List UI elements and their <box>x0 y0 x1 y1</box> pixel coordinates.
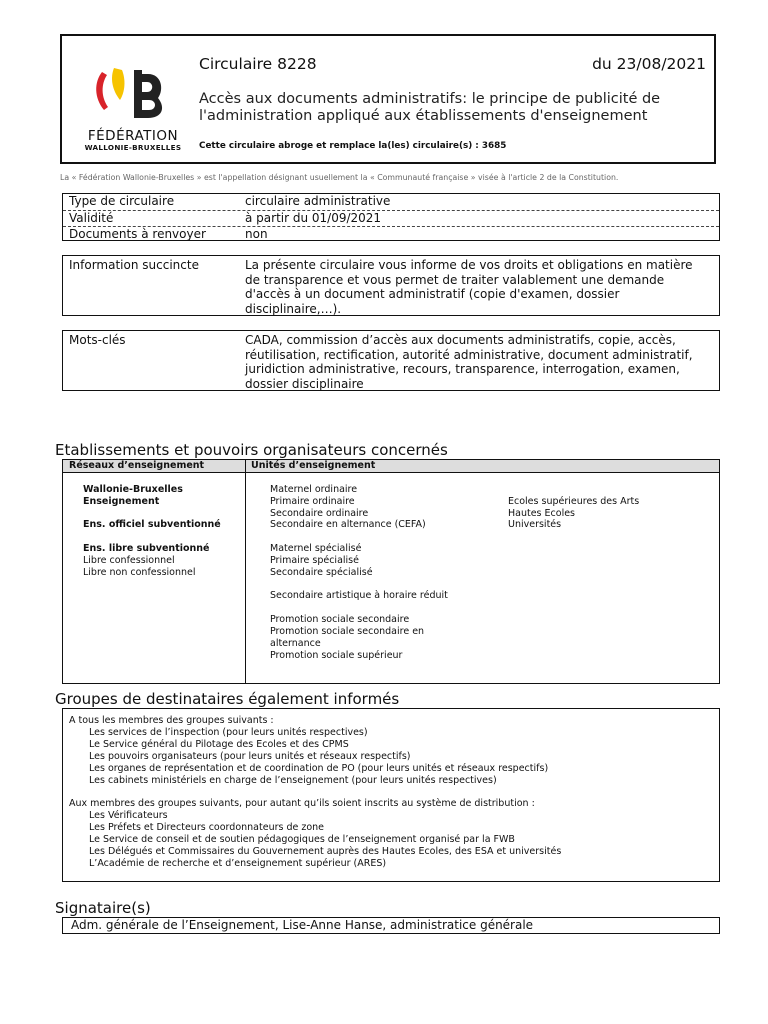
list-item: Les services de l’inspection (pour leurs unités respectives) <box>89 727 368 738</box>
info-succincte-table <box>62 255 720 316</box>
section-title-groupes: Groupes de destinataires également informés <box>55 690 400 708</box>
list-item: Les Préfets et Directeurs coordonnateurs de zone <box>89 822 325 833</box>
unite-item: Promotion sociale secondaire en <box>270 626 425 637</box>
federation-logo-icon <box>92 64 172 124</box>
unite-item: Primaire ordinaire <box>270 496 355 507</box>
groupes-intro: Aux membres des groupes suivants, pour autant qu’ils soient inscrits au système de distribution : <box>69 798 535 809</box>
table-header <box>63 460 719 473</box>
info-value: La présente circulaire vous informe de vos droits et obligations en matière de transparence et vous permet de traiter valablement une demande d'accès à un document administratif (copie d'examen, dossier disciplinaire,…). <box>245 258 693 316</box>
unite-item: Primaire spécialisé <box>270 555 359 566</box>
superieur-item: Universités <box>508 519 562 530</box>
signataire-value: Adm. générale de l’Enseignement, Lise-Anne Hanse, administratice générale <box>62 917 720 934</box>
table-row <box>63 211 719 228</box>
col-unites-header: Unités d’enseignement <box>251 460 376 471</box>
unite-item: Secondaire en alternance (CEFA) <box>270 519 426 530</box>
info-key: Information succincte <box>69 258 199 272</box>
circulaire-number: Circulaire 8228 <box>199 55 317 73</box>
column-divider <box>245 460 246 683</box>
list-item: Les pouvoirs organisateurs (pour leurs unités et réseaux respectifs) <box>89 751 411 762</box>
unite-item: Secondaire artistique à horaire réduit <box>270 590 448 601</box>
list-item: Les cabinets ministériels en charge de l’enseignement (pour leurs unités respectives) <box>89 775 497 786</box>
unite-item: Secondaire ordinaire <box>270 508 369 519</box>
table-row <box>63 194 719 211</box>
list-item: Les Délégués et Commissaires du Gouvernement auprès des Hautes Ecoles, des ESA et universités <box>89 846 562 857</box>
meta-value: non <box>245 227 268 241</box>
logo-federation-text: FÉDÉRATION <box>87 128 179 144</box>
section-title-etablissements: Etablissements et pouvoirs organisateurs concernés <box>55 441 448 459</box>
list-item: L’Académie de recherche et d’enseignement supérieur (ARES) <box>89 858 387 869</box>
section-title-signataire: Signataire(s) <box>55 899 151 917</box>
reseau-libre-non-confessionnel: Libre non confessionnel <box>83 567 196 578</box>
superieur-item: Hautes Ecoles <box>508 508 575 519</box>
meta-key: Type de circulaire <box>69 194 175 208</box>
reseau-officiel: Ens. officiel subventionné <box>83 519 221 530</box>
reseau-wbe: Wallonie-Bruxelles <box>83 484 183 495</box>
list-item: Les organes de représentation et de coordination de PO (pour leurs unités et réseaux respectifs) <box>89 763 549 774</box>
etablissements-table <box>62 459 720 684</box>
meta-value: à partir du 01/09/2021 <box>245 210 382 225</box>
unite-item: Promotion sociale supérieur <box>270 650 403 661</box>
unite-item: Maternel spécialisé <box>270 543 362 554</box>
unite-item: Promotion sociale secondaire <box>270 614 410 625</box>
reseau-libre-confessionnel: Libre confessionnel <box>83 555 175 566</box>
logo-wallonie-bruxelles-text: WALLONIE-BRUXELLES <box>84 143 182 152</box>
circulaire-date: du 23/08/2021 <box>592 55 706 73</box>
superieur-item: Ecoles supérieures des Arts <box>508 496 640 507</box>
unite-item: Maternel ordinaire <box>270 484 358 495</box>
groupes-intro: A tous les membres des groupes suivants : <box>69 715 274 726</box>
meta-value: circulaire administrative <box>245 194 391 208</box>
list-item: Le Service général du Pilotage des Ecoles et des CPMS <box>89 739 349 750</box>
disclaimer-note: La « Fédération Wallonie-Bruxelles » est l'appellation désignant usuellement la « Communauté française » visée à l'article 2 de la Constitution. <box>60 173 619 182</box>
unite-item: alternance <box>270 638 321 649</box>
unite-item: Secondaire spécialisé <box>270 567 373 578</box>
meta-key: Documents à renvoyer <box>69 227 206 241</box>
keywords-value: CADA, commission d’accès aux documents administratifs, copie, accès, réutilisation, rectification, autorité administrative, document administratif, juridiction administrative, recours, transparence, interrogation, examen, dossier disciplinaire <box>245 333 693 391</box>
meta-key: Validité <box>69 210 114 225</box>
list-item: Les Vérificateurs <box>89 810 168 821</box>
col-reseaux-header: Réseaux d’enseignement <box>69 460 205 471</box>
mots-cles-table <box>62 330 720 391</box>
table-row <box>63 331 719 391</box>
groupes-destinataires-box <box>62 708 720 882</box>
circulaire-abroge: Cette circulaire abroge et remplace la(les) circulaire(s) : 3685 <box>199 141 507 151</box>
table-row <box>63 227 719 243</box>
reseau-libre: Ens. libre subventionné <box>83 543 210 554</box>
keywords-key: Mots-clés <box>69 333 126 347</box>
table-row <box>63 256 719 316</box>
circulaire-title: Accès aux documents administratifs: le principe de publicité de l'administration appliqué aux établissements d'enseignement <box>199 91 661 124</box>
reseau-wbe: Enseignement <box>83 496 160 507</box>
meta-table <box>62 193 720 241</box>
list-item: Le Service de conseil et de soutien pédagogiques de l’enseignement organisé par la FWB <box>89 834 515 845</box>
